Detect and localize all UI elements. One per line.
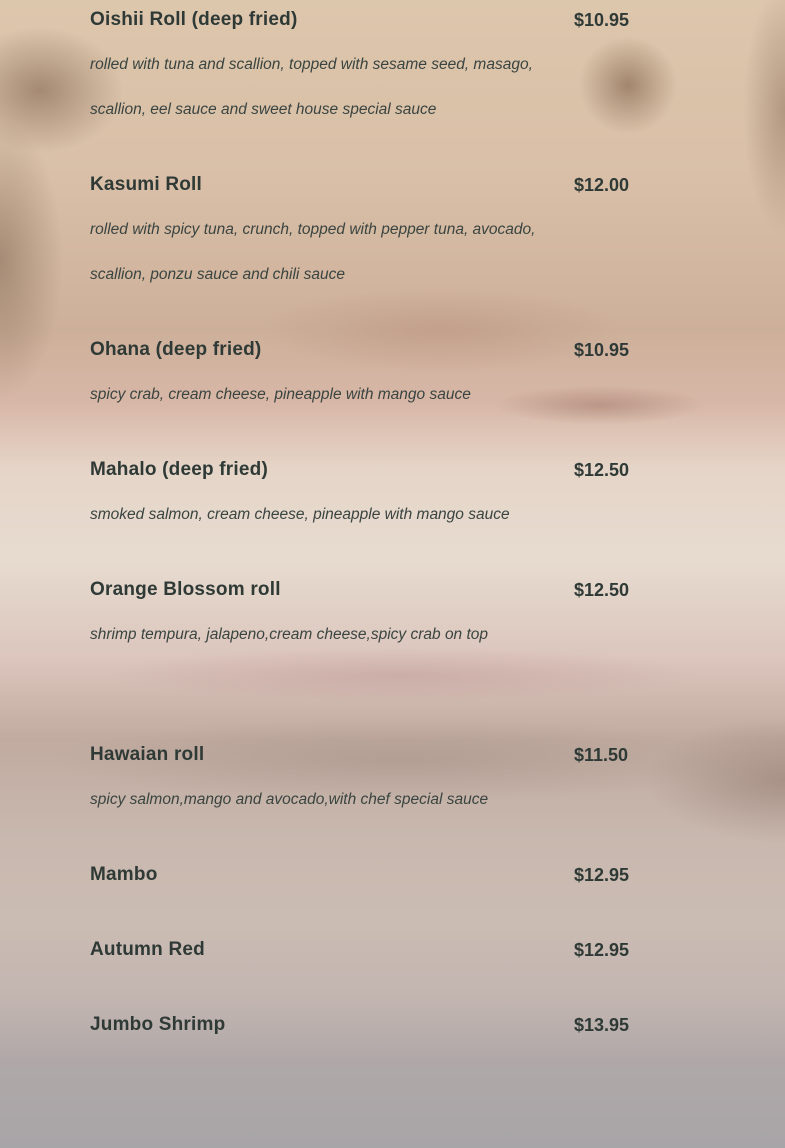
menu-item-price: $11.50: [574, 745, 629, 765]
menu-item-name: Autumn Red: [90, 939, 205, 960]
menu-item-price: $10.95: [574, 10, 630, 30]
menu-item-name: Oishii Roll (deep fried): [90, 9, 298, 30]
menu-item-name: Jumbo Shrimp: [90, 1014, 226, 1035]
menu-item-description: spicy crab, cream cheese, pineapple with mango sauce: [90, 386, 471, 403]
menu-item-description: spicy salmon,mango and avocado,with chef special sauce: [90, 791, 489, 808]
menu-item-description: shrimp tempura, jalapeno,cream cheese,spicy crab on top: [90, 626, 489, 643]
menu-item-price: $12.95: [574, 865, 630, 885]
menu-item-description: smoked salmon, cream cheese, pineapple with mango sauce: [90, 506, 510, 523]
menu-item-price: $13.95: [574, 1015, 630, 1035]
menu-item-name: Orange Blossom roll: [90, 579, 281, 600]
menu-item-name: Mahalo (deep fried): [90, 459, 268, 480]
menu-item-description: rolled with tuna and scallion, topped with sesame seed, masago, scallion, eel sauce and sweet house special sauce: [90, 56, 533, 118]
menu-item-price: $12.50: [574, 580, 630, 600]
menu-item-price: $12.00: [574, 175, 630, 195]
menu-item-name: Mambo: [90, 864, 158, 885]
menu-item-price: $10.95: [574, 340, 630, 360]
menu-item-name: Kasumi Roll: [90, 174, 202, 195]
menu-item-name: Hawaian roll: [90, 744, 205, 765]
menu-item-price: $12.95: [574, 940, 630, 960]
menu-item-description: rolled with spicy tuna, crunch, topped with pepper tuna, avocado, scallion, ponzu sauce and chili sauce: [90, 221, 536, 283]
menu-item-name: Ohana (deep fried): [90, 339, 262, 360]
menu-item-price: $12.50: [574, 460, 630, 480]
